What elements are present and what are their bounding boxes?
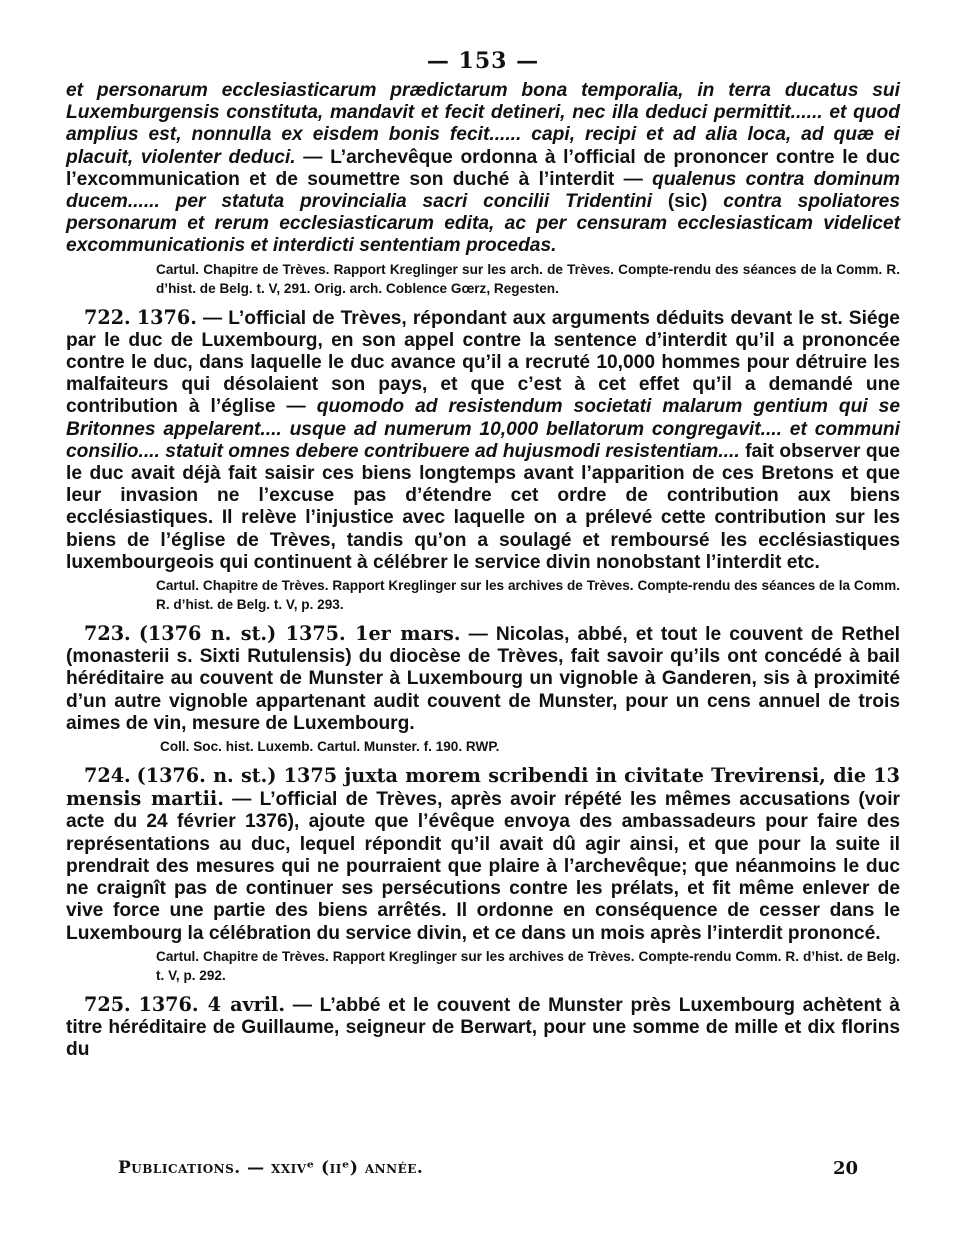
entry-text: — L’official de Trèves, après avoir répété les mêmes accusations (voir acte du 24 février 1376), ajoute que l’évêque envoya des ambassadeurs pour faire des représentations au duc, lequel répondit qu’il avait dû agir ainsi, et que pour la suite il prendrait des mesures qui ne pourraient que plaire à l’archevêque; que néanmoins le duc ne craignît pas de continuer ses persécutions contre les prélats, et fit même enlever de vive force une partie des biens arrêtés. Il ordonne en conséquence de cesser dans le Luxembourg la célébration du service divin, et ce dans un mois après l’interdit prononcé. <box>66 789 900 944</box>
latin-quote: contra spoliatores personarum et rerum ecclesiasticarum edita, ac per censuram ecclesiasticam videlicet excommunicationis et interdicti sententiam procedas. <box>66 191 901 257</box>
entry-text: fait observer que le duc avait déjà fait saisir ces biens longtemps avant l’apparition de ces Bretons et que leur invasion ne l’excuse pas d’étendre cet ordre de contribution aux biens ecclésiastiques. Il relève l’injustice avec laquelle on a prélevé cette contribution sur les biens de l’église de Trèves, tandis qu’on a soulagé et remboursé les ecclésiastiques luxembourgeois qui continuent à célébrer le service divin nonobstant l’interdit etc. <box>66 440 900 573</box>
latin-quote: quomodo ad resistendum societati malarum gentium qui se Britonnes appelarent.... usque ad numerum 10,000 bellatorum congregavit.... et communi consilio.... statuit omnes debere contribuere ad hujusmodi resistentiam.... <box>66 396 900 462</box>
french-text: — L’archevêque ordonna à l’official de prononcer contre le duc l’excommunication et de soumettre son duché à l’interdit — <box>66 146 900 190</box>
latin-quote: et personarum ecclesiasticarum prædictarum bona temporalia, in terra ducatus sui Luxemburgensis constituta, mandavit et fecit detineri, nec illa deduci permittit...... et quod amplius est, nonnulla ex eisdem bonis fecit...... capi, recipi et ad alia loca, ad quæ ei placuit, violenter deduci. <box>66 80 900 168</box>
intro-paragraph <box>66 80 900 258</box>
entry-text: — Nicolas, abbé, et tout le couvent de Rethel (monasterii s. Sixti Rutulensis) du diocèse de Trèves, fait savoir qu’ils ont concédé à bail héréditaire au couvent de Munster à Luxembourg un vignoble à Ganderen, sis à proximité d’un autre vignoble appartenant audit couvent de Munster, pour un cens annuel de trois aimes de vin, mesure de Luxembourg. <box>66 624 900 734</box>
page-number: — 153 — <box>426 48 540 74</box>
entry-723 <box>66 623 900 735</box>
entry-date: (1376 n. st.) 1375. 1er mars. <box>138 622 461 646</box>
signature-number: 20 <box>832 1158 858 1179</box>
sic-note: (sic) <box>652 191 724 213</box>
entry-text: — L’official de Trèves, répondant aux arguments déduits devant le st. Siége par le duc de Luxembourg, en son appel contre la sentence d’interdit qu’il a prononcée contre le duc, dans laquelle le duc avance qu’il a recruté 10,000 hommes pour détruire les malfaiteurs qui désolaient son pays, et que c’est à cet effet qu’il a demandé une contribution à l’église — <box>66 307 900 418</box>
citation: Cartul. Chapitre de Trèves. Rapport Kreglinger sur les arch. de Trèves. Compte-rendu des séances de la Comm. R. d’hist. de Belg. t. V, 291. Orig. arch. Coblence Gœrz, Regesten. <box>156 261 900 296</box>
entry-725 <box>66 994 900 1062</box>
entry-number: 724. <box>84 764 131 788</box>
citation: Cartul. Chapitre de Trèves. Rapport Kreglinger sur les archives de Trèves. Compte-rendu Comm. R. d’hist. de Belg. t. V, p. 292. <box>156 948 900 983</box>
entry-number: 725. <box>84 992 131 1016</box>
entry-date: (1376. n. st.) 1375 juxta morem scribendi in civitate Trevirensi, die 13 mensis martii. <box>66 764 900 811</box>
entry-text: — L’abbé et le couvent de Munster près Luxembourg achètent à titre héréditaire de Guillaume, seigneur de Berwart, pour une somme de mille et dix florins du <box>66 994 900 1061</box>
entry-722 <box>66 307 900 574</box>
citation: Coll. Soc. hist. Luxemb. Cartul. Munster. f. 190. RWP. <box>160 739 500 755</box>
latin-quote: qualenus contra dominum ducem...... per statuta provincialia sacri concilii Tridentini <box>66 168 900 213</box>
entry-date: 1376. 4 avril. <box>138 992 286 1016</box>
page-footer <box>118 1158 858 1178</box>
entry-number: 722. <box>84 305 131 329</box>
entry-number: 723. <box>84 622 131 646</box>
document-page <box>66 48 900 1061</box>
entry-724 <box>66 765 900 945</box>
publication-title: Publications. — xxivᵉ (iiᵉ) année. <box>118 1158 424 1178</box>
entry-date: 1376. <box>136 305 197 329</box>
citation: Cartul. Chapitre de Trèves. Rapport Kreglinger sur les archives de Trèves. Compte-rendu des séances de la Comm. R. d’hist. de Belg. t. V, p. 293. <box>156 578 900 613</box>
